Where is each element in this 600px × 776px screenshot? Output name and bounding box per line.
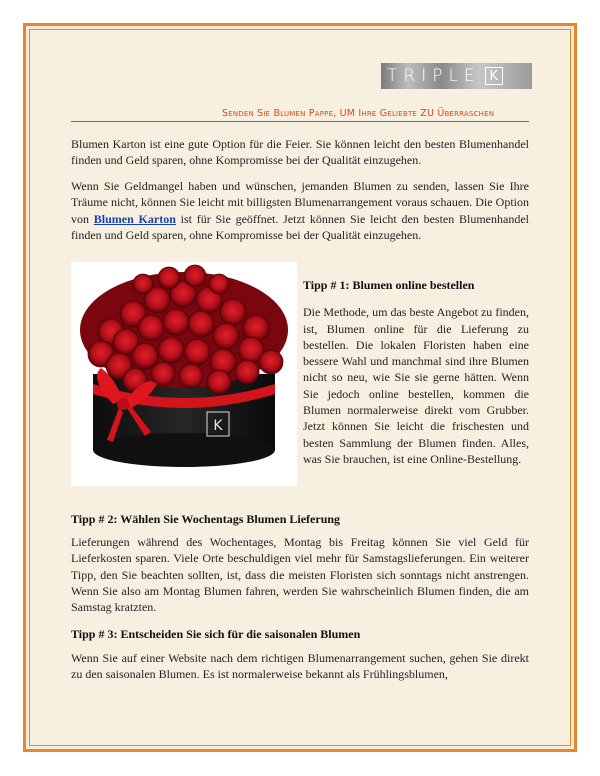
tip-2-heading: Tipp # 2: Wählen Sie Wochentags Blumen Lieferung <box>71 512 341 526</box>
tip-1-body: Die Methode, um das beste Angebot zu finden, ist, Blumen online für die Lieferung zu bestellen. Die lokalen Floristen haben eine bessere Wahl und manchmal sind ihre Blumen nicht so neu, wie Sie sie gerne hätten. Wenn Sie jedoch online bestellen, kommen die Blumen normalerweise direkt vom Grubber. Jetzt können Sie leicht die frischesten und besten Sammlung der Blumen finden. Alles, was Sie brauchen, ist eine Online-Bestellung. <box>303 305 529 466</box>
tip-3-body: Wenn Sie auf einer Website nach dem richtigen Blumenarrangement suchen, gehen Sie direkt zu den saisonalen Blumen. Es ist normalerweise bekannt als Frühlingsblumen, <box>71 651 529 682</box>
intro-text-2: Wenn Sie Geldmangel haben und wünschen, jemanden Blumen zu senden, lassen Sie Ihre Träume nicht, können Sie leicht mit billigsten Blumenarrangement voraus schauen. Die Option von <box>71 179 529 226</box>
page-title: Senden Sie Blumen Pappe, UM Ihre Geliebte ZU Überraschen <box>222 108 495 119</box>
intro-paragraph-1 <box>71 136 529 169</box>
tip-1-heading: Tipp # 1: Blumen online bestellen <box>303 278 475 292</box>
intro-text-1: Blumen Karton ist eine gute Option für die Feier. Sie können leicht den besten Blumenhandel finden und Geld sparen, ohne Kompromisse bei der Qualität einzugehen. <box>71 137 529 168</box>
intro-text-3: ist für Sie geöffnet. Jetzt können Sie leicht den besten Blumenhandel finden und Geld sparen, ohne Kompromisse bei der Qualität einzugehen. <box>71 211 529 242</box>
title-underline <box>71 121 529 122</box>
intro-paragraph-2 <box>71 178 529 243</box>
tip-1-section <box>303 277 529 467</box>
triple-k-logo <box>381 63 532 89</box>
logo-mark: K <box>485 67 503 85</box>
rose-box-illustration <box>71 262 297 486</box>
tip-2-body: Lieferungen während des Wochentages, Montag bis Freitag können Sie viel Geld für Lieferkosten sparen. Viele Orte beschuldigen viel mehr für Samstagslieferungen. Ein weiterer Tipp, den Sie beachten sollten, ist, dass die meisten Floristen sich sonntags nicht anstrengen. Wenn Sie also am Montag Blumen fahren, werden Sie wahrscheinlich Blumen finden, die am Samstag kratzten. <box>71 535 529 615</box>
rose-box-photo <box>71 262 297 486</box>
box-k-mark: K <box>213 418 223 434</box>
blumen-karton-link[interactable]: Blumen Karton <box>93 211 176 226</box>
tip-3-heading: Tipp # 3: Entscheiden Sie sich für die saisonalen Blumen <box>71 627 361 641</box>
logo-text: TRIPLE <box>387 66 481 86</box>
